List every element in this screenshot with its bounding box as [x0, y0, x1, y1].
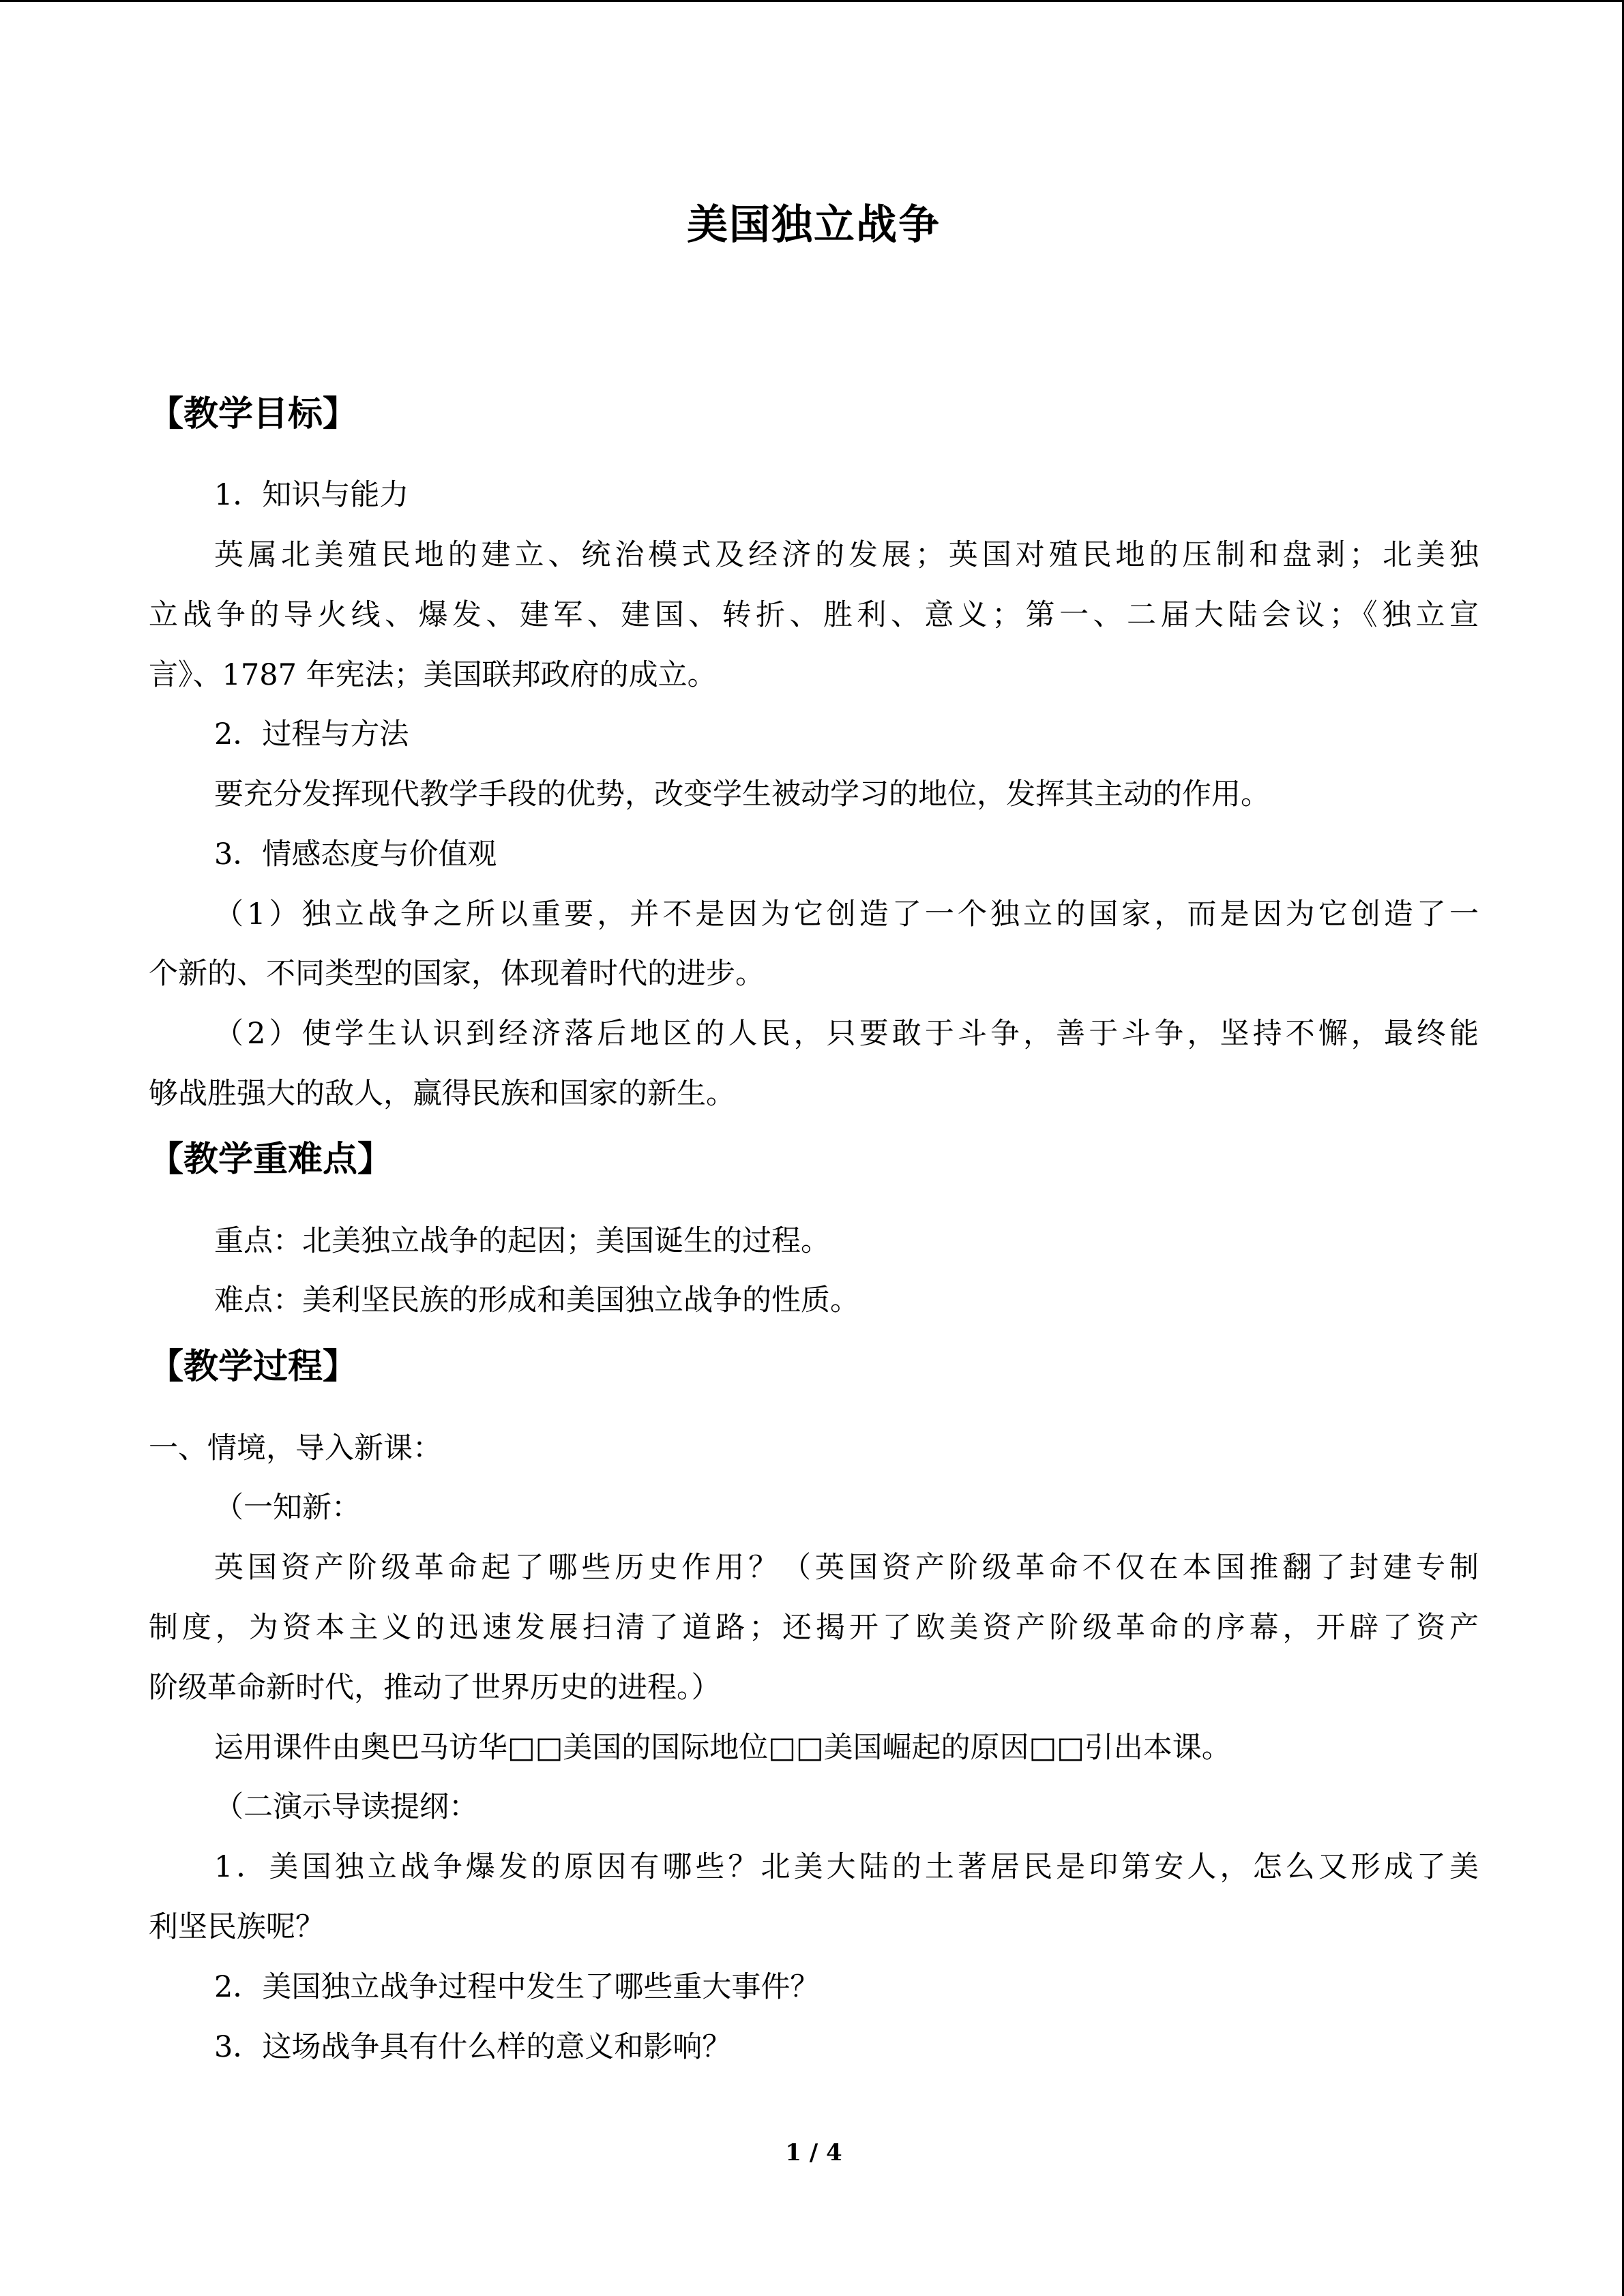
- outline-item: 3．这场战争具有什么样的意义和影响？: [214, 2030, 732, 2064]
- subheading-values: 3．情感态度与价值观: [214, 837, 497, 871]
- outline-item: 利坚民族呢？: [149, 1910, 325, 1944]
- part-heading: 一、情境，导入新课：: [149, 1431, 442, 1465]
- section-heading-key-points: 【教学重难点】: [149, 1139, 393, 1180]
- subheading-knowledge: 1．知识与能力: [214, 478, 409, 512]
- page-top-border: [0, 0, 1624, 2]
- paragraph-line: 够战胜强大的敌人，赢得民族和国家的新生。: [149, 1077, 735, 1111]
- page-title: 美国独立战争: [687, 201, 941, 249]
- key-point-text: 重点：北美独立战争的起因；美国诞生的过程。: [214, 1224, 830, 1258]
- page-number: 1 / 4: [785, 2139, 842, 2166]
- sub-heading: （一知新：: [214, 1491, 361, 1525]
- paragraph-line: （1）独立战争之所以重要，并不是因为它创造了一个独立的国家，而是因为它创造了一: [214, 897, 1479, 931]
- paragraph-line: 要充分发挥现代教学手段的优势，改变学生被动学习的地位，发挥其主动的作用。: [214, 777, 1270, 811]
- outline-item: 2．美国独立战争过程中发生了哪些重大事件？: [214, 1970, 820, 2004]
- section-heading-objectives: 【教学目标】: [149, 393, 358, 434]
- paragraph-line: 英属北美殖民地的建立、统治模式及经济的发展；英国对殖民地的压制和盘剥；北美独: [214, 538, 1479, 572]
- paragraph-line: 制度，为资本主义的迅速发展扫清了道路；还揭开了欧美资产阶级革命的序幕，开辟了资产: [149, 1611, 1479, 1645]
- section-heading-process: 【教学过程】: [149, 1346, 358, 1387]
- paragraph-line: 个新的、不同类型的国家，体现着时代的进步。: [149, 957, 765, 991]
- sub-heading: （二演示导读提纲：: [214, 1790, 478, 1824]
- outline-item: 1．美国独立战争爆发的原因有哪些？北美大陆的土著居民是印第安人，怎么又形成了美: [214, 1850, 1479, 1884]
- paragraph-line: 言》、1787 年宪法；美国联邦政府的成立。: [149, 658, 717, 692]
- paragraph-line: 阶级革命新时代，推动了世界历史的进程。）: [149, 1671, 721, 1705]
- paragraph-line: 立战争的导火线、爆发、建军、建国、转折、胜利、意义；第一、二届大陆会议；《独立宣: [149, 598, 1479, 632]
- paragraph-line: （2）使学生认识到经济落后地区的人民，只要敢于斗争，善于斗争，坚持不懈，最终能: [214, 1017, 1479, 1051]
- subheading-process-method: 2．过程与方法: [214, 717, 409, 751]
- paragraph-line: 英国资产阶级革命起了哪些历史作用？（英国资产阶级革命不仅在本国推翻了封建专制: [214, 1551, 1479, 1585]
- paragraph-line: 运用课件由奥巴马访华□□美国的国际地位□□美国崛起的原因□□引出本课。: [214, 1731, 1231, 1765]
- difficult-point-text: 难点：美利坚民族的形成和美国独立战争的性质。: [214, 1283, 859, 1317]
